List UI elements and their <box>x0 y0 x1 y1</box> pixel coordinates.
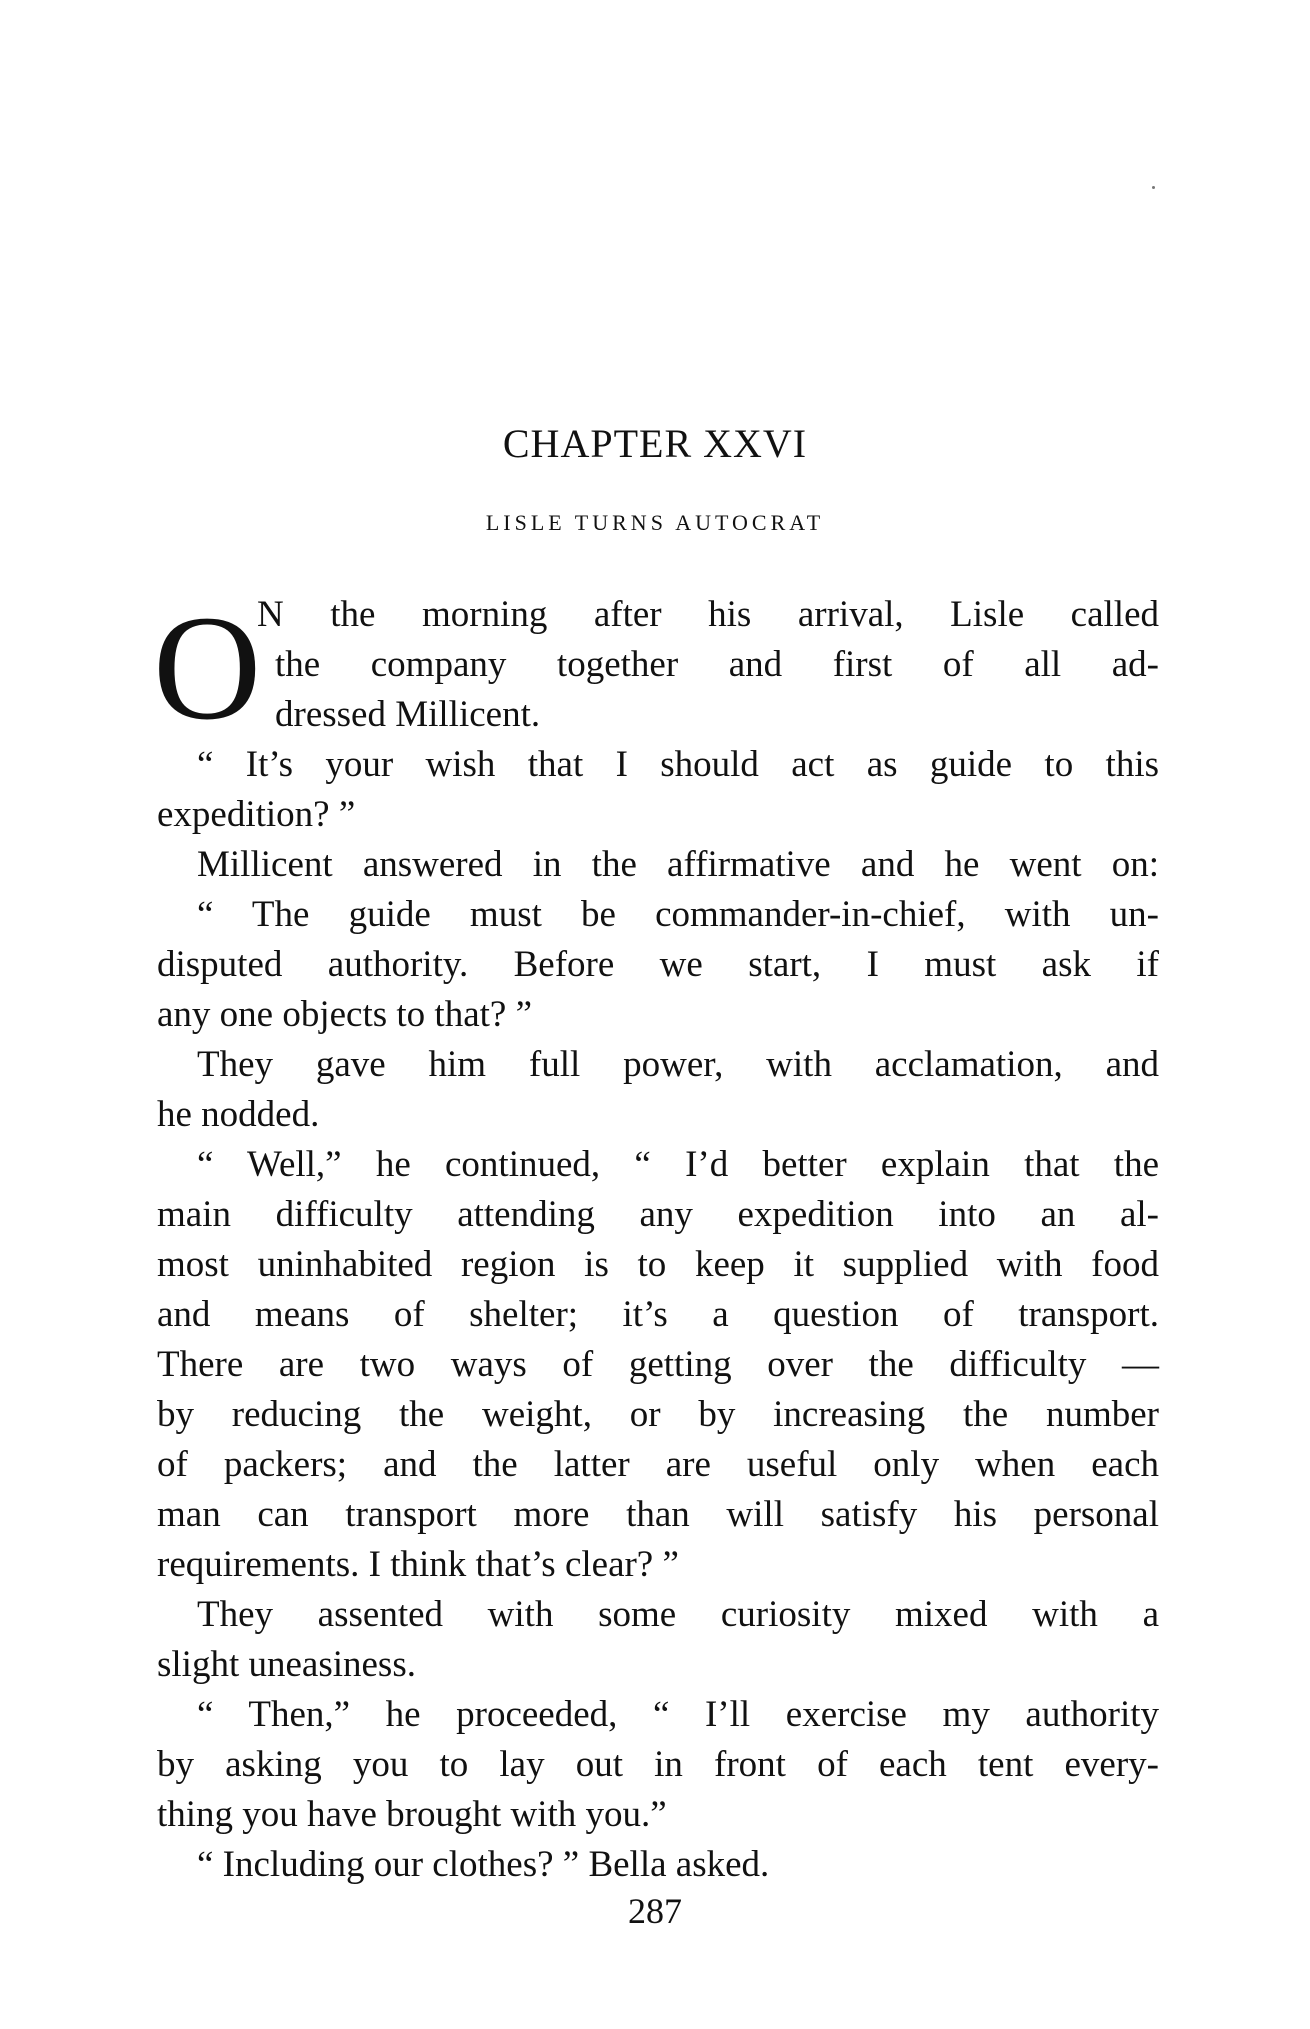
text-line: of packers; and the latter are useful only when each <box>157 1444 1159 1485</box>
chapter-subtitle: LISLE TURNS AUTOCRAT <box>485 510 825 535</box>
text-line: dressed Millicent. <box>275 694 541 735</box>
text-line: disputed authority. Before we start, I must ask if <box>157 944 1159 985</box>
text-line: expedition? ” <box>157 794 356 835</box>
text-line: slight uneasiness. <box>157 1644 416 1685</box>
body-text <box>153 585 1159 1890</box>
text-line: There are two ways of getting over the difficulty — <box>157 1344 1159 1385</box>
text-line: “ Then,” he proceeded, “ I’ll exercise my authority <box>197 1694 1159 1735</box>
text-line: “ Including our clothes? ” Bella asked. <box>197 1844 770 1885</box>
text-line: “ Well,” he continued, “ I’d better explain that the <box>197 1144 1159 1185</box>
text-line: by asking you to lay out in front of each tent every- <box>157 1744 1159 1785</box>
text-line: “ It’s your wish that I should act as guide to this <box>197 744 1159 785</box>
text-line: main difficulty attending any expedition into an al- <box>157 1194 1159 1235</box>
text-line: requirements. I think that’s clear? ” <box>157 1544 679 1585</box>
text-line: They gave him full power, with acclamation, and <box>197 1044 1159 1085</box>
text-line: most uninhabited region is to keep it supplied with food <box>157 1244 1159 1285</box>
drop-cap: O <box>153 585 262 751</box>
text-line: and means of shelter; it’s a question of transport. <box>157 1294 1159 1335</box>
text-line: thing you have brought with you.” <box>157 1794 667 1835</box>
text-line: any one objects to that? ” <box>157 994 533 1035</box>
text-line: he nodded. <box>157 1094 320 1135</box>
chapter-title: CHAPTER XXVI <box>502 421 808 466</box>
text-line: “ The guide must be commander-in-chief, with un- <box>197 894 1159 935</box>
text-line: N the morning after his arrival, Lisle called <box>257 594 1159 635</box>
text-line: the company together and first of all ad- <box>275 644 1159 685</box>
text-line: man can transport more than will satisfy his personal <box>157 1494 1159 1535</box>
text-line: Millicent answered in the affirmative and he went on: <box>197 844 1159 885</box>
text-line: They assented with some curiosity mixed with a <box>197 1594 1159 1635</box>
scan-speck <box>1152 186 1155 189</box>
text-line: by reducing the weight, or by increasing the number <box>157 1394 1159 1435</box>
page-number: 287 <box>628 1891 682 1931</box>
